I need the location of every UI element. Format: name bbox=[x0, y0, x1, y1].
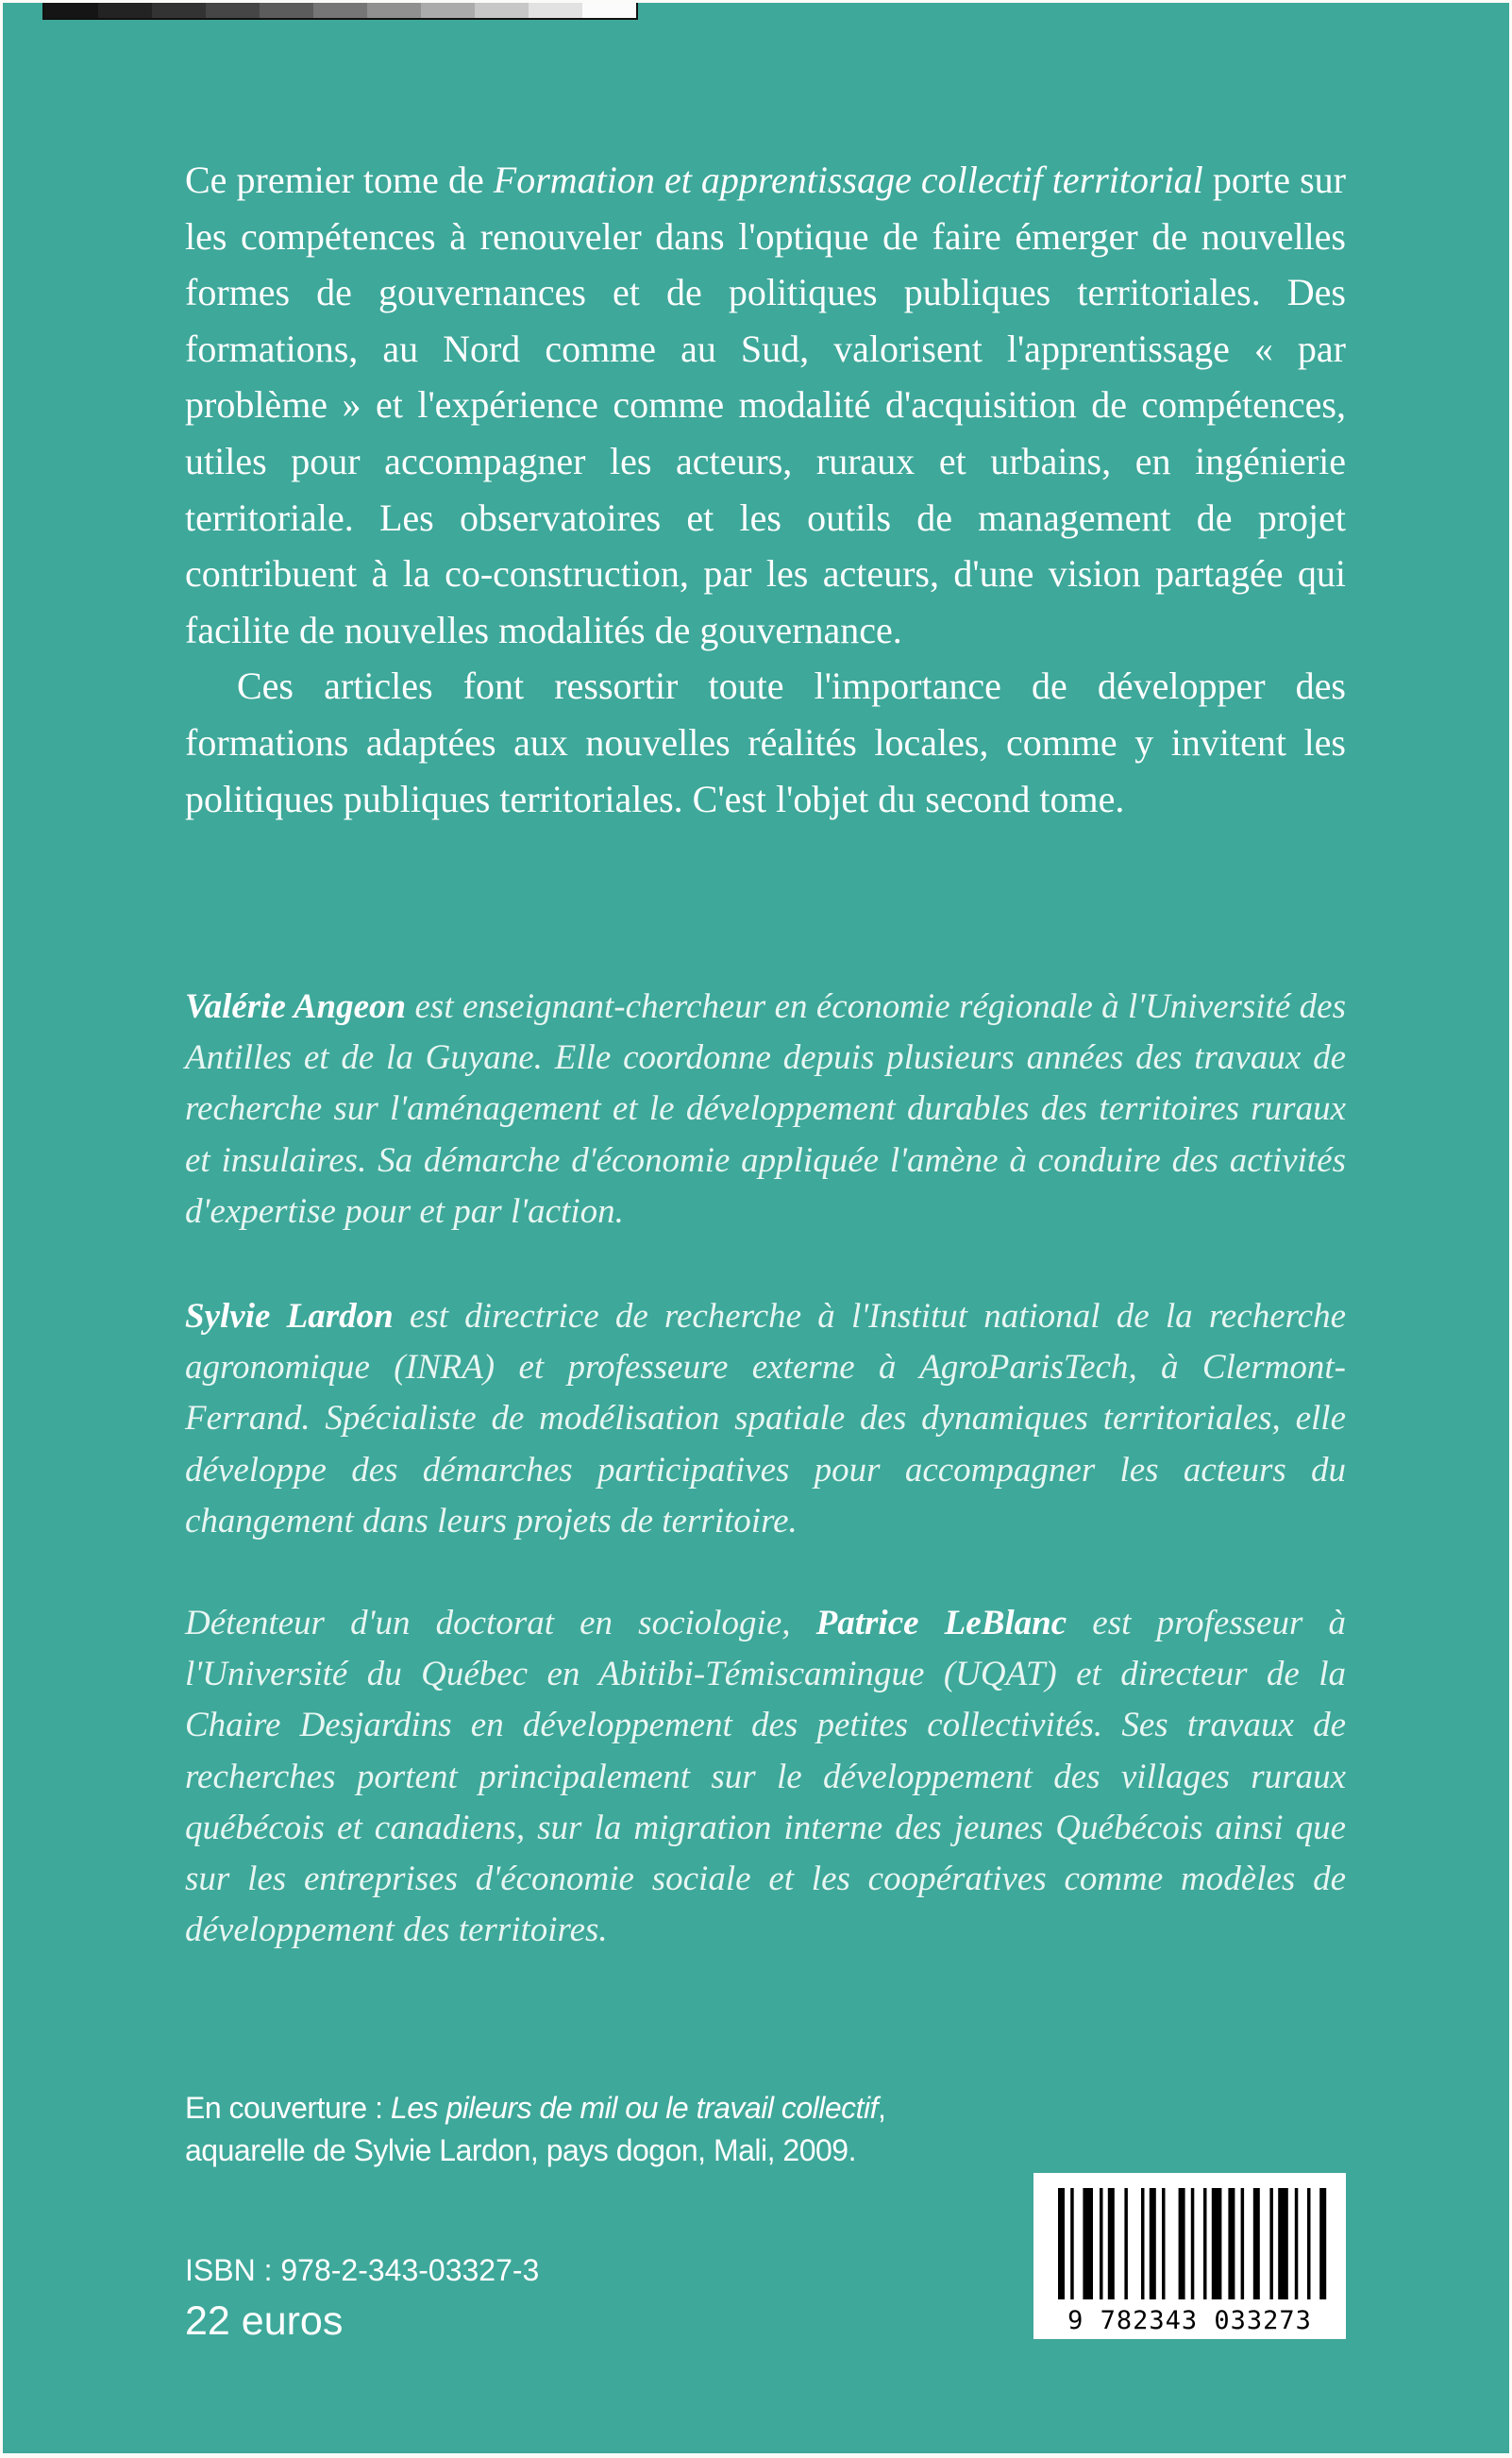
barcode-bar bbox=[1269, 2188, 1273, 2299]
barcode-bar bbox=[1162, 2188, 1166, 2299]
barcode-bar bbox=[1100, 2188, 1103, 2299]
summary-paragraph-1 bbox=[185, 152, 1346, 658]
back-cover bbox=[3, 3, 1509, 2453]
credits-line-2: aquarelle de Sylvie Lardon, pays dogon, Mali, 2009. bbox=[185, 2133, 856, 2167]
credits-label: En couverture : bbox=[185, 2091, 391, 2125]
author-bio-leblanc bbox=[185, 1598, 1346, 1956]
author-bio-text: est directrice de recherche à l'Institut national de la recherche agronomique (INRA) et professeure externe à AgroParisTech, à Clermont-Ferrand. Spécialiste de modélisation spatiale des dynamiques territoriales, elle développe des démarches participatives pour accompagner les acteurs du changement dans leurs projets de territoire. bbox=[185, 1297, 1346, 1540]
author-name-angeon: Valérie Angeon bbox=[185, 987, 407, 1026]
barcode-bar bbox=[1150, 2188, 1156, 2299]
artwork-title: Les pileurs de mil ou le travail collectif bbox=[390, 2091, 879, 2125]
barcode-bar bbox=[1295, 2188, 1299, 2299]
barcode-bar bbox=[1141, 2188, 1145, 2299]
price: 22 euros bbox=[185, 2298, 344, 2344]
barcode-bar bbox=[1083, 2188, 1093, 2299]
barcode-bar bbox=[1124, 2188, 1128, 2299]
book-title: Formation et apprentissage collectif territorial bbox=[493, 159, 1203, 201]
barcode-bar bbox=[1058, 2188, 1065, 2299]
barcode-bar bbox=[1191, 2188, 1195, 2299]
author-bio-lardon bbox=[185, 1291, 1346, 1547]
author-name-leblanc: Patrice LeBlanc bbox=[815, 1604, 1067, 1642]
barcode-bar bbox=[1108, 2188, 1115, 2299]
author-bio-text: est enseignant-chercheur en économie régionale à l'Université des Antilles et de la Guyane. Elle coordonne depuis plusieurs années des travaux de recherche sur l'aménagement et le développement durables des territoires ruraux et insulaires. Sa démarche d'économie appliquée l'amène à conduire des activités d'expertise pour et par l'action. bbox=[185, 987, 1347, 1231]
barcode-bar bbox=[1319, 2188, 1326, 2299]
barcode bbox=[1033, 2173, 1346, 2339]
barcode-digits: 9 782343 033273 bbox=[1067, 2306, 1312, 2335]
isbn: ISBN : 978-2-343-03327-3 bbox=[185, 2253, 540, 2287]
barcode-bar bbox=[1179, 2188, 1185, 2299]
author-bio-angeon bbox=[185, 982, 1346, 1237]
barcode-bar bbox=[1203, 2188, 1207, 2299]
credits-line-1 bbox=[185, 2087, 1034, 2130]
print-calibration-strip bbox=[42, 3, 638, 20]
author-bio-text: est professeur à l'Université du Québec en Abitibi-Témiscamingue (UQAT) et directeur de la Chaire Desjardins en développement des petites collectivités. Ses travaux de recherches portent principalement sur le développement des villages ruraux québécois et canadiens, sur la migration interne des jeunes Québécois ainsi que sur les entreprises d'économie sociale et les coopératives comme modèles de développement des territoires. bbox=[185, 1604, 1346, 1950]
summary-intro: Ce premier tome de bbox=[185, 159, 494, 201]
barcode-bar bbox=[1212, 2188, 1222, 2299]
summary-body: porte sur les compétences à renouveler dans l'optique de faire émerger de nouvelles formes de gouvernances et de politiques publiques territoriales. Des formations, au Nord comme au Sud, valorisent l'apprentissage « par problème » et l'expérience comme modalité d'acquisition de compétences, utiles pour accompagner les acteurs, ruraux et urbains, en ingénierie territoriale. Les observatoires et les outils de management de projet contribuent à la co-construction, par les acteurs, d'une vision partagée qui facilite de nouvelles modalités de gouvernance. bbox=[185, 159, 1346, 651]
barcode-bar bbox=[1070, 2188, 1074, 2299]
author-bio-lead: Détenteur d'un doctorat en sociologie, bbox=[185, 1604, 816, 1642]
summary-paragraph-2: Ces articles font ressortir toute l'importance de développer des formations adaptées aux nouvelles réalités locales, comme y invitent les politiques publiques territoriales. C'est l'objet du second tome. bbox=[185, 665, 1346, 820]
barcode-bar bbox=[1253, 2188, 1260, 2299]
cover-credits bbox=[185, 2087, 1034, 2172]
book-summary bbox=[185, 152, 1346, 827]
credits-comma: , bbox=[878, 2091, 886, 2125]
barcode-bar bbox=[1228, 2188, 1235, 2299]
barcode-bar bbox=[1241, 2188, 1245, 2299]
author-name-lardon: Sylvie Lardon bbox=[185, 1297, 394, 1336]
barcode-bar bbox=[1278, 2188, 1288, 2299]
barcode-bar bbox=[1307, 2188, 1311, 2299]
